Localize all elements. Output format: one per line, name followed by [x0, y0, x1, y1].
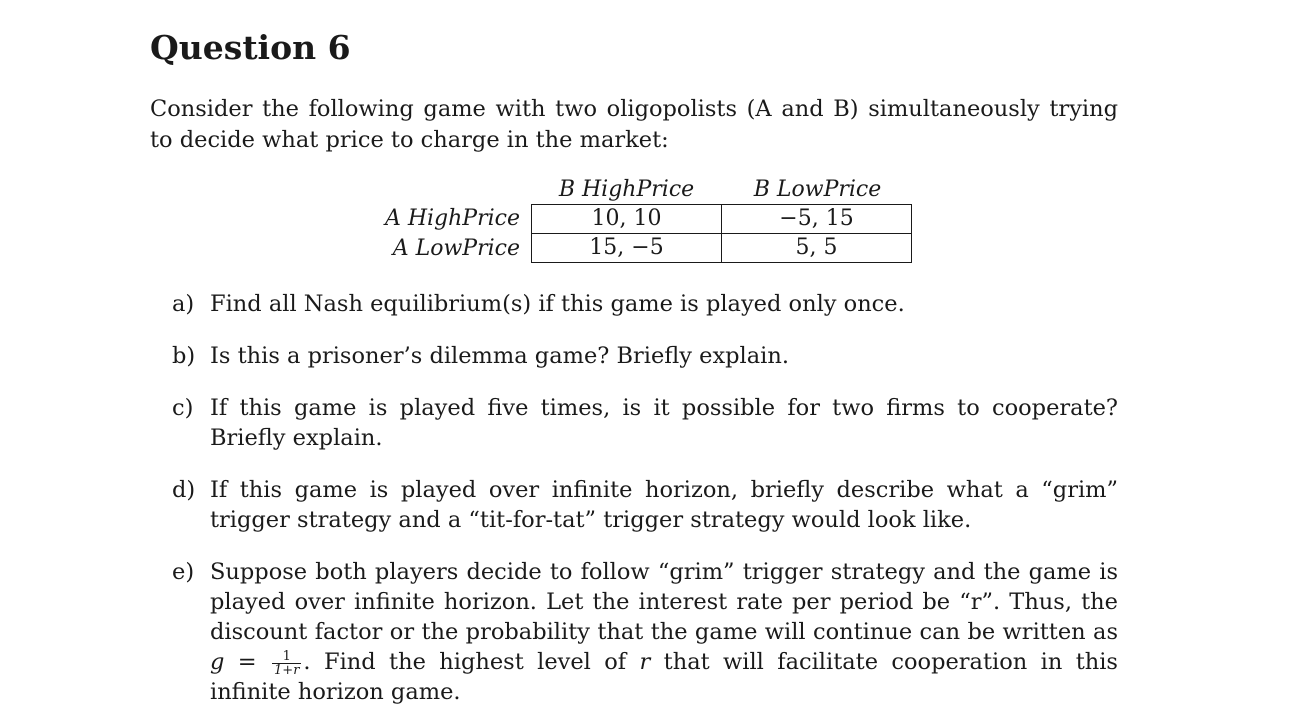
payoff-row-high	[532, 205, 912, 234]
question-label: e)	[172, 559, 195, 585]
payoff-cell-high-high: 10, 10	[532, 205, 722, 234]
payoff-grid	[531, 204, 912, 263]
payoff-cell-high-low: −5, 15	[722, 205, 912, 234]
question-title: Question 6	[150, 28, 351, 67]
payoff-matrix	[150, 176, 1120, 268]
question-text: If this game is played over infinite horizon, briefly describe what a “grim” trigger strategy and a “tit-for-tat” trigger strategy would look like.	[210, 477, 1118, 533]
row-header-a-high: A HighPrice	[384, 206, 520, 231]
question-text: If this game is played five times, is it possible for two firms to cooperate? Briefly explain.	[210, 395, 1118, 451]
question-label: b)	[172, 343, 196, 369]
fraction-denominator: 1+r	[274, 662, 300, 678]
intro-paragraph: Consider the following game with two oligopolists (A and B) simultaneously trying to decide what price to charge in the market:	[150, 96, 1118, 153]
formula-equals: =	[224, 649, 271, 675]
payoff-row-low	[532, 234, 912, 263]
fraction-numerator: 1	[272, 650, 301, 664]
payoff-cell-low-high: 15, −5	[532, 234, 722, 263]
column-header-b-high: B HighPrice	[558, 177, 695, 202]
question-label: a)	[172, 291, 195, 317]
question-text: Find all Nash equilibrium(s) if this game is played only once.	[210, 291, 905, 317]
variable-r: r	[639, 649, 651, 675]
question-text	[210, 557, 1118, 707]
question-text-part2: . Find the highest level of	[303, 649, 640, 675]
formula-variable-g: g	[210, 649, 225, 675]
question-label: c)	[172, 395, 194, 421]
payoff-cell-low-low: 5, 5	[722, 234, 912, 263]
question-label: d)	[172, 477, 196, 503]
question-text-part1: Suppose both players decide to follow “grim” trigger strategy and the game is played over infinite horizon. Let the interest rate per period be “r”. Thus, the discount factor or the probability that the game will continue can be written as	[210, 559, 1118, 645]
row-header-a-low: A LowPrice	[392, 236, 520, 261]
question-text-part3: that will facilitate cooperation in this infinite horizon game.	[210, 649, 1118, 705]
discount-fraction	[272, 650, 301, 677]
column-header-b-low: B LowPrice	[753, 177, 882, 202]
question-text: Is this a prisoner’s dilemma game? Briefly explain.	[210, 343, 790, 369]
